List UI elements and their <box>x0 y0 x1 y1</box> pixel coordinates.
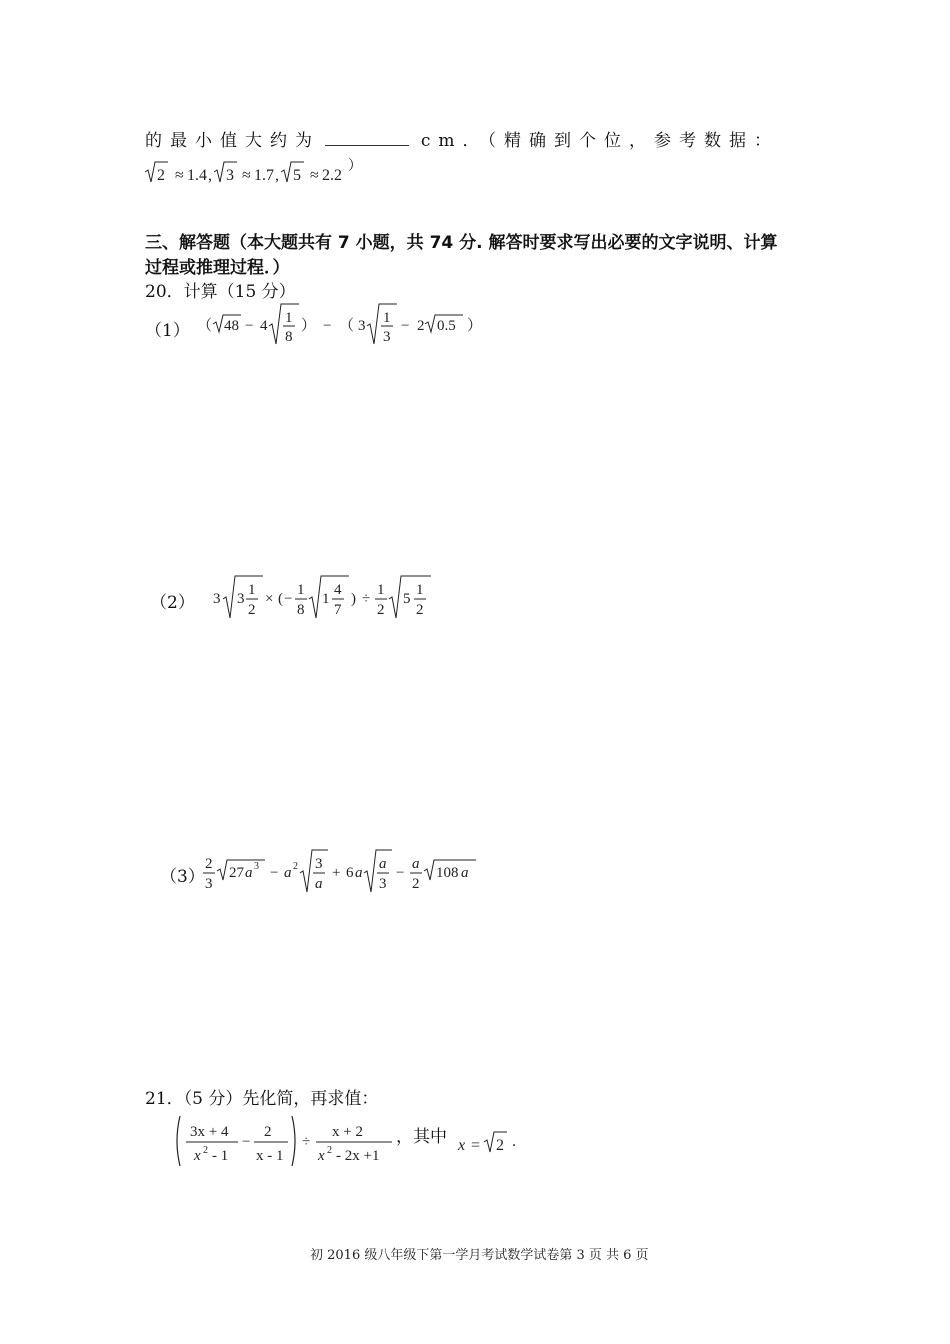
svg-text:x - 1: x - 1 <box>256 1148 284 1164</box>
svg-text:3x + 4: 3x + 4 <box>190 1124 229 1140</box>
svg-text:+: + <box>332 865 341 881</box>
svg-text:0.5: 0.5 <box>437 318 456 334</box>
section3-heading-line2: 过程或推理过程．） <box>145 258 290 278</box>
svg-text:）: ） <box>467 318 483 334</box>
svg-text:2: 2 <box>203 1145 208 1156</box>
svg-text:a: a <box>315 876 323 892</box>
svg-text:- 2x +1: - 2x +1 <box>336 1148 380 1164</box>
svg-text:5: 5 <box>403 591 411 607</box>
svg-text:.: . <box>512 1133 516 1150</box>
svg-text:1: 1 <box>377 582 385 598</box>
svg-text:（: （ <box>339 318 355 334</box>
svg-text:4: 4 <box>334 582 342 598</box>
svg-text:4: 4 <box>260 318 268 334</box>
q20-part2-label: （2） <box>150 593 195 613</box>
svg-text:x: x <box>458 1137 466 1154</box>
svg-text:1: 1 <box>322 591 330 607</box>
svg-text:）: ） <box>301 318 317 334</box>
svg-text:8: 8 <box>297 602 305 618</box>
svg-text:3: 3 <box>379 876 387 892</box>
svg-text:−: − <box>323 318 332 334</box>
q19-lead-text: 的最小值大约为 <box>145 131 320 151</box>
svg-text:a: a <box>461 865 469 881</box>
svg-text:−: − <box>270 865 279 881</box>
ref-value-2: 1.7 <box>254 167 274 184</box>
svg-text:x: x <box>318 1148 325 1164</box>
ref-approx-2: ≈ <box>242 167 251 184</box>
svg-text:3: 3 <box>358 318 366 334</box>
svg-text:2: 2 <box>496 1137 504 1154</box>
svg-text:1: 1 <box>297 582 305 598</box>
svg-text:a: a <box>355 865 363 881</box>
svg-text:−: − <box>245 318 254 334</box>
svg-text:÷: ÷ <box>362 591 371 607</box>
svg-text:7: 7 <box>334 602 342 618</box>
svg-text:−: − <box>284 591 293 607</box>
svg-text:2: 2 <box>412 876 420 892</box>
svg-text:8: 8 <box>285 329 293 345</box>
svg-text:−: − <box>396 865 405 881</box>
ref-root5-radicand: 5 <box>293 167 301 184</box>
svg-text:2: 2 <box>377 602 385 618</box>
svg-text:3: 3 <box>254 861 259 872</box>
svg-text:1: 1 <box>285 310 293 326</box>
q20-part2-expression <box>205 572 445 624</box>
ref-root2-radicand: 2 <box>157 167 165 184</box>
svg-text:1: 1 <box>383 310 391 326</box>
svg-text:3: 3 <box>383 329 391 345</box>
svg-text:−: − <box>242 1134 251 1150</box>
svg-text:÷: ÷ <box>302 1134 311 1150</box>
svg-text:108: 108 <box>436 865 459 881</box>
svg-text:2: 2 <box>327 1145 332 1156</box>
svg-text:3: 3 <box>315 856 323 872</box>
svg-text:,: , <box>275 167 279 184</box>
svg-text:6: 6 <box>346 865 354 881</box>
svg-text:27: 27 <box>229 865 244 881</box>
svg-text:- 1: - 1 <box>212 1148 229 1164</box>
svg-text:（: （ <box>197 318 213 334</box>
q19-reference-data <box>142 158 382 188</box>
svg-text:−: − <box>401 318 410 334</box>
svg-text:2: 2 <box>416 602 424 618</box>
svg-text:a: a <box>284 865 292 881</box>
q19-tail-line <box>145 126 779 151</box>
svg-text:(: ( <box>278 591 283 607</box>
q20-part1-expression <box>195 300 495 350</box>
svg-text:2: 2 <box>293 861 298 872</box>
svg-text:a: a <box>379 856 387 872</box>
ref-root3-radicand: 3 <box>226 167 234 184</box>
q19-unit-text: cm．（精确到个位，参考数据： <box>420 131 779 151</box>
svg-text:×: × <box>265 591 274 607</box>
q21-title: 21．（5 分）先化简，再求值： <box>145 1089 379 1109</box>
q20-title: 20．计算（15 分） <box>145 282 296 302</box>
q21-condition-text: ，其中 <box>396 1127 447 1147</box>
svg-text:48: 48 <box>224 318 239 334</box>
section3-heading-line1: 三、解答题（本大题共有 7 小题，共 74 分. 解答时要求写出必要的文字说明、计算 <box>145 233 778 253</box>
svg-text:2: 2 <box>417 318 425 334</box>
svg-text:a: a <box>245 865 253 881</box>
svg-text:3: 3 <box>213 591 221 607</box>
answer-blank[interactable] <box>325 131 409 146</box>
svg-text:1: 1 <box>416 582 424 598</box>
ref-approx-1: ≈ <box>175 167 184 184</box>
svg-text:x: x <box>194 1148 201 1164</box>
ref-value-1: 1.4 <box>187 167 207 184</box>
page-footer: 初 2016 级八年级下第一学月考试数学试卷第 3 页 共 6 页 <box>310 1248 649 1263</box>
svg-text:2: 2 <box>264 1124 272 1140</box>
svg-text:=: = <box>471 1137 481 1154</box>
ref-close-paren: ） <box>348 159 362 174</box>
svg-text:3: 3 <box>237 591 245 607</box>
ref-value-3: 2.2 <box>322 167 342 184</box>
svg-text:a: a <box>412 856 420 872</box>
svg-text:3: 3 <box>205 876 213 892</box>
svg-text:): ) <box>351 591 356 607</box>
svg-text:,: , <box>208 167 212 184</box>
q20-part3-label: （3） <box>160 867 205 887</box>
q20-part1-label: （1） <box>145 321 190 341</box>
svg-text:2: 2 <box>205 856 213 872</box>
svg-text:x + 2: x + 2 <box>332 1124 363 1140</box>
svg-text:2: 2 <box>248 602 256 618</box>
ref-approx-3: ≈ <box>310 167 319 184</box>
svg-text:1: 1 <box>248 582 256 598</box>
q21-value <box>454 1126 534 1158</box>
q20-part3-expression <box>200 846 490 898</box>
